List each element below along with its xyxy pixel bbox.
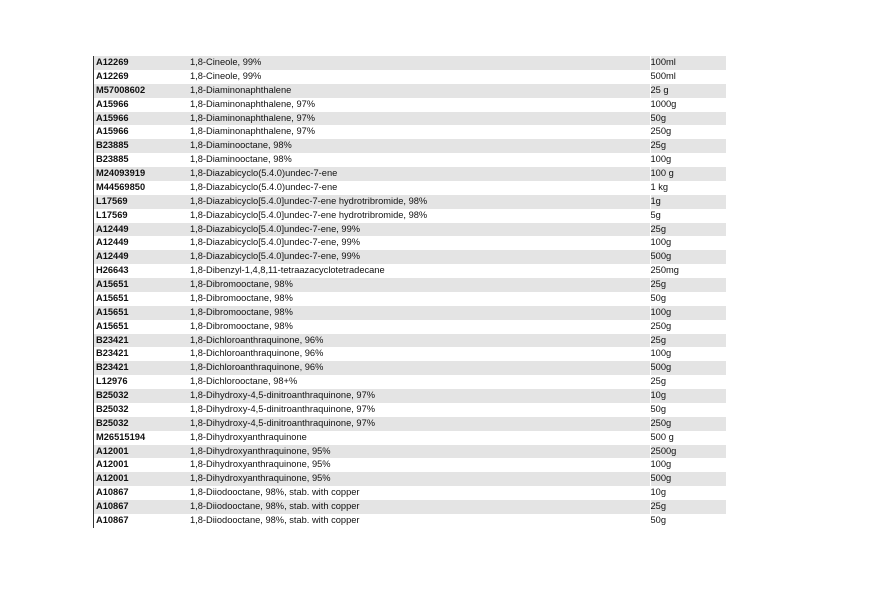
pack-size-cell: 50g [651,112,726,126]
pack-size-cell: 100g [650,154,672,165]
pack-size-cell: 1 kg [650,181,669,192]
table-row [94,181,726,195]
product-code-cell: A10867 [94,514,191,528]
pack-size-cell: 500ml [650,70,676,81]
product-code-cell: B23421 [94,361,191,375]
pack-size-cell: 250g [650,320,672,331]
product-name-cell: 1,8-Dichloroanthraquinone, 96% [190,348,324,359]
product-code-cell: B23421 [94,334,191,348]
product-name-cell: 1,8-Diazabicyclo[5.4.0]undec-7-ene, 99% [190,237,361,248]
table-row [94,125,726,139]
product-name-cell: 1,8-Diaminooctane, 98% [190,139,651,153]
product-code-cell: A12001 [94,458,191,472]
product-code-cell: A10867 [94,486,191,500]
table-row [94,250,726,264]
pack-size-cell: 500g [651,361,726,375]
product-name-cell: 1,8-Diiodooctane, 98%, stab. with copper [190,514,360,525]
table-row [94,112,726,126]
product-code-cell: A15651 [94,320,191,334]
table-row [94,458,726,472]
table-row [94,320,726,334]
product-name-cell: 1,8-Diazabicyclo[5.4.0]undec-7-ene, 99% [190,223,651,237]
product-code-cell: A12001 [94,472,191,486]
product-code-cell: A15651 [94,278,191,292]
table-row [94,500,726,514]
table-row [94,209,726,223]
product-table-body [94,56,726,528]
pack-size-cell: 10g [650,487,667,498]
product-name-cell: 1,8-Dichloroanthraquinone, 96% [190,361,651,375]
table-row [94,514,726,528]
product-name-cell: 1,8-Diaminonaphthalene, 97% [190,112,651,126]
pack-size-cell: 25g [651,223,726,237]
product-name-cell: 1,8-Dichlorooctane, 98+% [190,376,298,387]
table-row [94,486,726,500]
table-row [94,292,726,306]
product-name-cell: 1,8-Dihydroxy-4,5-dinitroanthraquinone, 97% [190,417,651,431]
product-code-cell: A12269 [94,56,191,70]
product-code-cell: B25032 [94,389,191,403]
pack-size-cell: 100g [651,306,726,320]
product-code-cell: B25032 [94,403,191,417]
product-name-cell: 1,8-Diazabicyclo[5.4.0]undec-7-ene hydrotribromide, 98% [190,195,651,209]
product-code-cell: B23885 [94,139,191,153]
table-row [94,389,726,403]
pack-size-cell: 1000g [650,98,677,109]
product-code-cell: A10867 [94,500,191,514]
table-row [94,347,726,361]
pack-size-cell: 25g [651,278,726,292]
product-name-cell: 1,8-Diazabicyclo(5.4.0)undec-7-ene [190,167,651,181]
pack-size-cell: 5g [650,209,661,220]
pack-size-cell: 100g [650,348,672,359]
product-code-cell: A15966 [94,98,191,112]
pack-size-cell: 25g [651,500,726,514]
product-code-cell: M24093919 [94,167,191,181]
table-row [94,375,726,389]
pack-size-cell: 100g [650,459,672,470]
table-row [94,403,726,417]
pack-size-cell: 10g [651,389,726,403]
product-name-cell: 1,8-Dichloroanthraquinone, 96% [190,334,651,348]
product-code-cell: B23421 [94,347,191,361]
product-code-cell: L12976 [94,375,191,389]
product-code-cell: A12001 [94,445,191,459]
pack-size-cell: 25g [650,376,667,387]
table-row [94,84,726,98]
pack-size-cell: 25g [651,334,726,348]
pack-size-cell: 50g [650,514,667,525]
product-name-cell: 1,8-Diazabicyclo(5.4.0)undec-7-ene [190,181,338,192]
pack-size-cell: 250mg [650,265,679,276]
pack-size-cell: 100 g [651,167,726,181]
pack-size-cell: 100ml [651,56,726,70]
product-name-cell: 1,8-Dibromooctane, 98% [190,292,293,303]
table-row [94,195,726,209]
pack-size-cell: 50g [650,292,667,303]
product-code-cell: L17569 [94,195,191,209]
product-code-cell: A12269 [94,70,191,84]
product-name-cell: 1,8-Diaminonaphthalene [190,84,651,98]
pack-size-cell: 25 g [651,84,726,98]
product-name-cell: 1,8-Diaminonaphthalene, 97% [190,126,316,137]
table-row [94,56,726,70]
pack-size-cell: 250g [651,417,726,431]
product-table [93,56,726,528]
product-name-cell: 1,8-Diaminooctane, 98% [190,154,292,165]
product-code-cell: B25032 [94,417,191,431]
table-row [94,417,726,431]
product-name-cell: 1,8-Dihydroxy-4,5-dinitroanthraquinone, 97% [190,403,376,414]
table-row [94,153,726,167]
product-name-cell: 1,8-Dihydroxyanthraquinone [190,431,307,442]
table-row [94,98,726,112]
product-name-cell: 1,8-Dihydroxyanthraquinone, 95% [190,445,651,459]
product-code-cell: A12449 [94,250,191,264]
product-code-cell: A15966 [94,112,191,126]
product-name-cell: 1,8-Cineole, 99% [190,56,651,70]
table-row [94,431,726,445]
table-row [94,236,726,250]
table-row [94,472,726,486]
table-row [94,70,726,84]
product-name-cell: 1,8-Dihydroxyanthraquinone, 95% [190,459,331,470]
pack-size-cell: 25g [651,139,726,153]
product-name-cell: 1,8-Dibenzyl-1,4,8,11-tetraazacyclotetradecane [190,265,385,276]
product-name-cell: 1,8-Dibromooctane, 98% [190,320,293,331]
pack-size-cell: 500 g [650,431,674,442]
table-row [94,278,726,292]
table-row [94,223,726,237]
product-name-cell: 1,8-Diazabicyclo[5.4.0]undec-7-ene, 99% [190,250,651,264]
product-code-cell: L17569 [94,209,191,223]
table-row [94,361,726,375]
pack-size-cell: 50g [650,403,667,414]
table-row [94,334,726,348]
pack-size-cell: 500g [651,472,726,486]
table-row [94,167,726,181]
product-name-cell: 1,8-Dihydroxyanthraquinone, 95% [190,472,651,486]
table-row [94,445,726,459]
product-name-cell: 1,8-Dibromooctane, 98% [190,306,651,320]
table-row [94,306,726,320]
product-code-cell: M57008602 [94,84,191,98]
product-code-cell: M26515194 [94,431,191,445]
table-row [94,139,726,153]
product-code-cell: A15651 [94,292,191,306]
product-code-cell: M44569850 [94,181,191,195]
product-name-cell: 1,8-Diiodooctane, 98%, stab. with copper [190,500,651,514]
product-name-cell: 1,8-Diiodooctane, 98%, stab. with copper [190,487,360,498]
pack-size-cell: 250g [650,126,672,137]
pack-size-cell: 2500g [651,445,726,459]
product-code-cell: A15651 [94,306,191,320]
product-name-cell: 1,8-Diazabicyclo[5.4.0]undec-7-ene hydrotribromide, 98% [190,209,428,220]
product-name-cell: 1,8-Cineole, 99% [190,70,262,81]
product-code-cell: A12449 [94,223,191,237]
product-name-cell: 1,8-Dibromooctane, 98% [190,278,651,292]
pack-size-cell: 100g [650,237,672,248]
product-code-cell: A12449 [94,236,191,250]
product-name-cell: 1,8-Diaminonaphthalene, 97% [190,98,316,109]
product-code-cell: A15966 [94,125,191,139]
table-row [94,264,726,278]
product-code-cell: B23885 [94,153,191,167]
product-code-cell: H26643 [94,264,191,278]
pack-size-cell: 500g [651,250,726,264]
pack-size-cell: 1g [651,195,726,209]
product-name-cell: 1,8-Dihydroxy-4,5-dinitroanthraquinone, 97% [190,389,651,403]
